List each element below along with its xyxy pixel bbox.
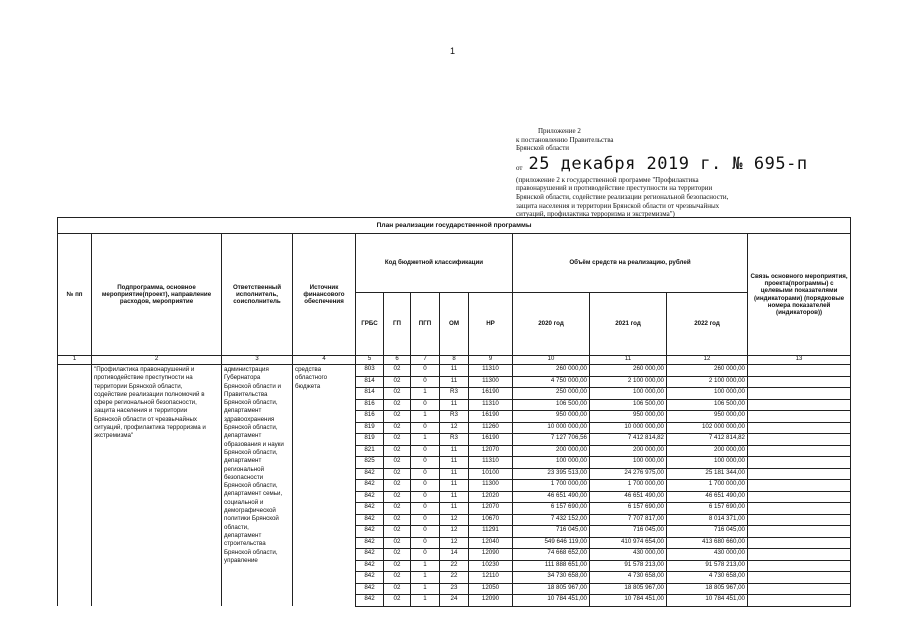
cell-pgp: 0 <box>411 480 440 492</box>
responsible-cell-line: безопасности <box>224 473 264 481</box>
cell-link <box>748 376 851 388</box>
cell-link <box>748 583 851 595</box>
cell-pgp: 1 <box>411 583 440 595</box>
cell-om: 11 <box>440 457 469 469</box>
cell-gp: 02 <box>384 457 411 469</box>
cell-y2020: 23 395 513,00 <box>513 468 590 480</box>
header-source: Источник финансового обеспечения <box>293 234 356 356</box>
column-number: 6 <box>384 356 411 365</box>
cell-link <box>748 457 851 469</box>
resolution-date-value: 25 декабря 2019 г. № 695-п <box>528 153 808 174</box>
cell-om: R3 <box>440 388 469 400</box>
header-np: НР <box>469 293 513 356</box>
cell-gp: 02 <box>384 376 411 388</box>
cell-y2021: 410 974 654,00 <box>590 537 667 549</box>
cell-om: 11 <box>440 376 469 388</box>
header-gp: ГП <box>384 293 411 356</box>
column-number: 1 <box>58 356 92 365</box>
header-2020: 2020 год <box>513 293 590 356</box>
cell-y2022: 8 014 371,00 <box>667 514 748 526</box>
cell-y2021: 6 157 690,00 <box>590 503 667 515</box>
cell-y2021: 200 000,00 <box>590 445 667 457</box>
cell-grbs: 821 <box>356 445 384 457</box>
cell-om: 23 <box>440 583 469 595</box>
cell-om: 11 <box>440 445 469 457</box>
responsible-cell-line: администрация <box>224 366 269 373</box>
cell-gp: 02 <box>384 503 411 515</box>
cell-y2020: 34 730 658,00 <box>513 572 590 584</box>
cell-om: 11 <box>440 503 469 515</box>
cell-link <box>748 537 851 549</box>
cell-y2020: 716 045,00 <box>513 526 590 538</box>
cell-gp: 02 <box>384 595 411 607</box>
column-number: 9 <box>469 356 513 365</box>
cell-gp: 02 <box>384 480 411 492</box>
column-number: 10 <box>513 356 590 365</box>
cell-link <box>748 422 851 434</box>
cell-y2021: 7 412 814,82 <box>590 434 667 446</box>
cell-link <box>748 514 851 526</box>
cell-y2020: 18 805 967,00 <box>513 583 590 595</box>
cell-np: 10100 <box>469 468 513 480</box>
cell-grbs: 842 <box>356 468 384 480</box>
responsible-cell-line: демографической <box>224 507 276 515</box>
cell-link <box>748 468 851 480</box>
cell-grbs: 842 <box>356 595 384 607</box>
cell-gp: 02 <box>384 514 411 526</box>
cell-y2022: 7 412 814,82 <box>667 434 748 446</box>
cell-np: 12040 <box>469 537 513 549</box>
cell-y2022: 413 680 660,00 <box>667 537 748 549</box>
responsible-cell-line: департамент <box>224 531 262 539</box>
note-line: правонарушений и противодействие преступности на территории <box>516 184 713 193</box>
cell-pgp: 1 <box>411 595 440 607</box>
cell-y2020: 950 000,00 <box>513 411 590 423</box>
cell-grbs: 842 <box>356 526 384 538</box>
appendix-line: Брянской области <box>516 144 570 153</box>
cell-link <box>748 399 851 411</box>
header-2021: 2021 год <box>590 293 667 356</box>
program-name-cell-line: экстремизма" <box>94 432 134 440</box>
header-om: ОМ <box>440 293 469 356</box>
cell-pgp: 0 <box>411 549 440 561</box>
cell-link <box>748 595 851 607</box>
cell-y2021: 18 805 967,00 <box>590 583 667 595</box>
note-line: Брянской области, содействие реализации региональной безопасности, <box>516 192 729 201</box>
cell-pgp: 0 <box>411 537 440 549</box>
header-budget-code: Код бюджетной классификации <box>356 234 513 293</box>
cell-grbs: 842 <box>356 491 384 503</box>
cell-link <box>748 503 851 515</box>
cell-y2020: 74 668 652,00 <box>513 549 590 561</box>
cell-np: 11310 <box>469 399 513 411</box>
date-prefix: от <box>516 164 523 173</box>
cell-pgp: 0 <box>411 445 440 457</box>
program-name-cell <box>92 365 222 607</box>
cell-y2022: 1 700 000,00 <box>667 480 748 492</box>
program-name-cell-line: содействие реализации полномочий в <box>94 390 205 398</box>
cell-y2020: 7 127 706,56 <box>513 434 590 446</box>
cell-gp: 02 <box>384 434 411 446</box>
column-number: 5 <box>356 356 384 365</box>
cell-y2021: 100 000,00 <box>590 388 667 400</box>
cell-np: 11291 <box>469 526 513 538</box>
cell-np: 16190 <box>469 411 513 423</box>
source-cell-line: бюджета <box>295 382 321 390</box>
program-name-cell-line: ситуаций, профилактика терроризма и <box>94 424 206 432</box>
cell-np: 12110 <box>469 572 513 584</box>
cell-y2022: 2 100 000,00 <box>667 376 748 388</box>
cell-om: 12 <box>440 526 469 538</box>
cell-np: 12050 <box>469 583 513 595</box>
cell-np: 11260 <box>469 422 513 434</box>
appendix-line: к постановлению Правительства <box>516 135 614 144</box>
cell-np: 11310 <box>469 365 513 377</box>
cell-gp: 02 <box>384 388 411 400</box>
responsible-cell-line: Брянской области, <box>224 448 278 456</box>
cell-np: 11310 <box>469 457 513 469</box>
cell-y2021: 7 707 817,00 <box>590 514 667 526</box>
responsible-cell-line: департамент семьи, <box>224 490 283 498</box>
cell-gp: 02 <box>384 365 411 377</box>
cell-y2021: 91 578 213,00 <box>590 560 667 572</box>
cell-gp: 02 <box>384 399 411 411</box>
cell-om: 14 <box>440 549 469 561</box>
program-name-cell-line: противодействие преступности на <box>94 374 193 382</box>
responsible-cell-line: Брянской области и <box>224 382 282 390</box>
cell-y2021: 100 000,00 <box>590 457 667 469</box>
cell-gp: 02 <box>384 549 411 561</box>
column-number: 3 <box>222 356 293 365</box>
table-title: План реализации государственной программы <box>58 218 851 234</box>
cell-link <box>748 491 851 503</box>
cell-y2021: 10 000 000,00 <box>590 422 667 434</box>
note-line: защита населения и территории Брянской области от чрезвычайных <box>516 201 720 210</box>
cell-np: 16190 <box>469 388 513 400</box>
cell-grbs: 814 <box>356 388 384 400</box>
cell-y2022: 91 578 213,00 <box>667 560 748 572</box>
cell-pgp: 1 <box>411 411 440 423</box>
cell-y2022: 260 000,00 <box>667 365 748 377</box>
cell-pgp: 0 <box>411 399 440 411</box>
responsible-cell-line: области, <box>224 523 249 531</box>
cell-om: 11 <box>440 399 469 411</box>
cell-grbs: 803 <box>356 365 384 377</box>
cell-y2022: 106 500,00 <box>667 399 748 411</box>
cell-pgp: 0 <box>411 457 440 469</box>
responsible-cell-line: Брянской области, <box>224 482 278 490</box>
cell-pgp: 1 <box>411 560 440 572</box>
cell-om: 12 <box>440 514 469 526</box>
cell-pgp: 0 <box>411 376 440 388</box>
cell-om: 22 <box>440 560 469 572</box>
source-cell <box>293 365 356 607</box>
cell-np: 16190 <box>469 434 513 446</box>
responsible-cell-line: строительства <box>224 540 266 548</box>
cell-y2020: 7 432 152,00 <box>513 514 590 526</box>
program-name-cell-line: Брянской области от чрезвычайных <box>94 415 198 423</box>
cell-y2020: 100 000,00 <box>513 457 590 469</box>
note-line: (приложение 2 к государственной программе "Профилактика <box>516 175 699 184</box>
cell-np: 12020 <box>469 491 513 503</box>
cell-y2022: 716 045,00 <box>667 526 748 538</box>
responsible-cell-line: департамент <box>224 457 262 465</box>
cell-y2020: 200 000,00 <box>513 445 590 457</box>
cell-y2020: 6 157 690,00 <box>513 503 590 515</box>
cell-om: R3 <box>440 434 469 446</box>
cell-np: 10670 <box>469 514 513 526</box>
cell-y2020: 10 784 451,00 <box>513 595 590 607</box>
cell-grbs: 842 <box>356 514 384 526</box>
cell-pgp: 1 <box>411 572 440 584</box>
cell-y2021: 430 000,00 <box>590 549 667 561</box>
column-number: 11 <box>590 356 667 365</box>
cell-link <box>748 480 851 492</box>
cell-gp: 02 <box>384 468 411 480</box>
header-2022: 2022 год <box>667 293 748 356</box>
header-note <box>516 176 796 219</box>
cell-pgp: 0 <box>411 422 440 434</box>
cell-y2021: 950 000,00 <box>590 411 667 423</box>
column-number: 12 <box>667 356 748 365</box>
responsible-cell <box>222 365 293 607</box>
cell-om: 11 <box>440 480 469 492</box>
cell-y2021: 2 100 000,00 <box>590 376 667 388</box>
cell-link <box>748 572 851 584</box>
header-pgp: ПГП <box>411 293 440 356</box>
cell-gp: 02 <box>384 445 411 457</box>
cell-grbs: 825 <box>356 457 384 469</box>
program-plan-table <box>57 217 851 607</box>
cell-np: 11300 <box>469 376 513 388</box>
responsible-cell-line: Брянской области, <box>224 548 278 556</box>
cell-y2022: 102 000 000,00 <box>667 422 748 434</box>
cell-y2020: 250 000,00 <box>513 388 590 400</box>
cell-y2021: 260 000,00 <box>590 365 667 377</box>
responsible-cell-line: Брянской области, <box>224 399 278 407</box>
cell-y2022: 100 000,00 <box>667 457 748 469</box>
cell-grbs: 816 <box>356 399 384 411</box>
cell-om: 11 <box>440 468 469 480</box>
source-cell-line: средства <box>295 366 322 373</box>
header-link: Связь основного мероприятия, проекта(программы) с целевыми показателями (индикаторами) (порядковые номера показателей (индикаторов)) <box>748 234 851 356</box>
responsible-cell-line: Губернатора <box>224 374 261 382</box>
cell-y2022: 200 000,00 <box>667 445 748 457</box>
responsible-cell-line: социальной и <box>224 498 264 506</box>
cell-pgp: 1 <box>411 434 440 446</box>
program-name-cell-line: защита населения и территории <box>94 407 188 415</box>
cell-link <box>748 411 851 423</box>
cell-y2021: 46 651 490,00 <box>590 491 667 503</box>
cell-y2021: 106 500,00 <box>590 399 667 411</box>
cell-y2021: 24 276 975,00 <box>590 468 667 480</box>
cell-om: 12 <box>440 422 469 434</box>
responsible-cell-line: управление <box>224 556 258 564</box>
column-numbers-row <box>58 356 851 365</box>
appendix-line: Приложение 2 <box>538 127 581 135</box>
cell-gp: 02 <box>384 583 411 595</box>
cell-y2022: 100 000,00 <box>667 388 748 400</box>
cell-y2020: 260 000,00 <box>513 365 590 377</box>
cell-y2022: 25 181 344,00 <box>667 468 748 480</box>
program-name-cell-line: "Профилактика правонарушений и <box>94 366 195 373</box>
cell-y2020: 106 500,00 <box>513 399 590 411</box>
cell-pgp: 1 <box>411 388 440 400</box>
cell-gp: 02 <box>384 537 411 549</box>
header-subprogram: Подпрограмма, основное мероприятие(проект), направление расходов, мероприятие <box>92 234 222 356</box>
responsible-cell-line: здравоохранения <box>224 415 275 423</box>
cell-np: 12070 <box>469 503 513 515</box>
source-cell-line: областного <box>295 374 328 382</box>
cell-grbs: 842 <box>356 537 384 549</box>
cell-pgp: 0 <box>411 365 440 377</box>
cell-y2020: 549 646 119,00 <box>513 537 590 549</box>
cell-y2020: 10 000 000,00 <box>513 422 590 434</box>
cell-y2020: 46 651 490,00 <box>513 491 590 503</box>
table-row <box>58 365 851 377</box>
cell-grbs: 819 <box>356 422 384 434</box>
cell-gp: 02 <box>384 560 411 572</box>
responsible-cell-line: политики Брянской <box>224 515 279 523</box>
program-name-cell-line: территории Брянской области, <box>94 382 183 390</box>
cell-y2022: 6 157 690,00 <box>667 503 748 515</box>
cell-gp: 02 <box>384 411 411 423</box>
cell-y2022: 430 000,00 <box>667 549 748 561</box>
cell-np: 12090 <box>469 549 513 561</box>
cell-pgp: 0 <box>411 526 440 538</box>
cell-y2021: 10 784 451,00 <box>590 595 667 607</box>
cell-np: 12090 <box>469 595 513 607</box>
header-volume: Объём средств на реализацию, рублей <box>513 234 748 293</box>
responsible-cell-line: Правительства <box>224 390 268 398</box>
cell-pgp: 0 <box>411 491 440 503</box>
cell-om: 12 <box>440 537 469 549</box>
cell-y2022: 18 805 967,00 <box>667 583 748 595</box>
cell-grbs: 842 <box>356 560 384 572</box>
cell-grbs: 842 <box>356 572 384 584</box>
header-num: № пп <box>58 234 92 356</box>
cell-link <box>748 445 851 457</box>
cell-link <box>748 549 851 561</box>
cell-link <box>748 434 851 446</box>
cell-link <box>748 526 851 538</box>
cell-link <box>748 560 851 572</box>
cell-y2022: 46 651 490,00 <box>667 491 748 503</box>
column-number: 2 <box>92 356 222 365</box>
cell-grbs: 842 <box>356 583 384 595</box>
cell-grbs: 842 <box>356 503 384 515</box>
responsible-cell-line: региональной <box>224 465 265 473</box>
cell-y2021: 4 730 658,00 <box>590 572 667 584</box>
cell-grbs: 819 <box>356 434 384 446</box>
resolution-date-line <box>516 153 808 174</box>
responsible-cell-line: образования и науки <box>224 440 284 448</box>
column-number: 8 <box>440 356 469 365</box>
cell-om: R3 <box>440 411 469 423</box>
cell-om: 24 <box>440 595 469 607</box>
cell-y2022: 4 730 658,00 <box>667 572 748 584</box>
cell-grbs: 842 <box>356 480 384 492</box>
cell-np: 10230 <box>469 560 513 572</box>
page-number: 1 <box>450 46 456 56</box>
cell-y2022: 950 000,00 <box>667 411 748 423</box>
cell-gp: 02 <box>384 572 411 584</box>
cell-om: 22 <box>440 572 469 584</box>
cell-gp: 02 <box>384 422 411 434</box>
cell-y2020: 111 888 651,00 <box>513 560 590 572</box>
cell-pgp: 0 <box>411 514 440 526</box>
cell-y2021: 716 045,00 <box>590 526 667 538</box>
cell-gp: 02 <box>384 491 411 503</box>
cell-grbs: 842 <box>356 549 384 561</box>
cell-om: 11 <box>440 491 469 503</box>
cell-y2020: 1 700 000,00 <box>513 480 590 492</box>
column-number: 7 <box>411 356 440 365</box>
cell-link <box>748 365 851 377</box>
responsible-cell-line: Брянской области, <box>224 424 278 432</box>
cell-grbs: 814 <box>356 376 384 388</box>
document-header <box>516 127 808 219</box>
header-grbs: ГРБС <box>356 293 384 356</box>
cell-pgp: 0 <box>411 468 440 480</box>
column-number: 4 <box>293 356 356 365</box>
cell-link <box>748 388 851 400</box>
cell-np: 12070 <box>469 445 513 457</box>
row-number-cell <box>58 365 92 607</box>
responsible-cell-line: департамент <box>224 432 262 440</box>
column-number: 13 <box>748 356 851 365</box>
cell-y2021: 1 700 000,00 <box>590 480 667 492</box>
header-responsible: Ответственный исполнитель, соисполнитель <box>222 234 293 356</box>
note-line: ситуаций, профилактика терроризма и экстремизма") <box>516 210 675 219</box>
cell-np: 11300 <box>469 480 513 492</box>
program-name-cell-line: сфере региональной безопасности, <box>94 399 197 407</box>
cell-y2020: 4 750 000,00 <box>513 376 590 388</box>
cell-pgp: 0 <box>411 503 440 515</box>
cell-om: 11 <box>440 365 469 377</box>
cell-y2022: 10 784 451,00 <box>667 595 748 607</box>
responsible-cell-line: департамент <box>224 407 262 415</box>
cell-grbs: 816 <box>356 411 384 423</box>
cell-gp: 02 <box>384 526 411 538</box>
